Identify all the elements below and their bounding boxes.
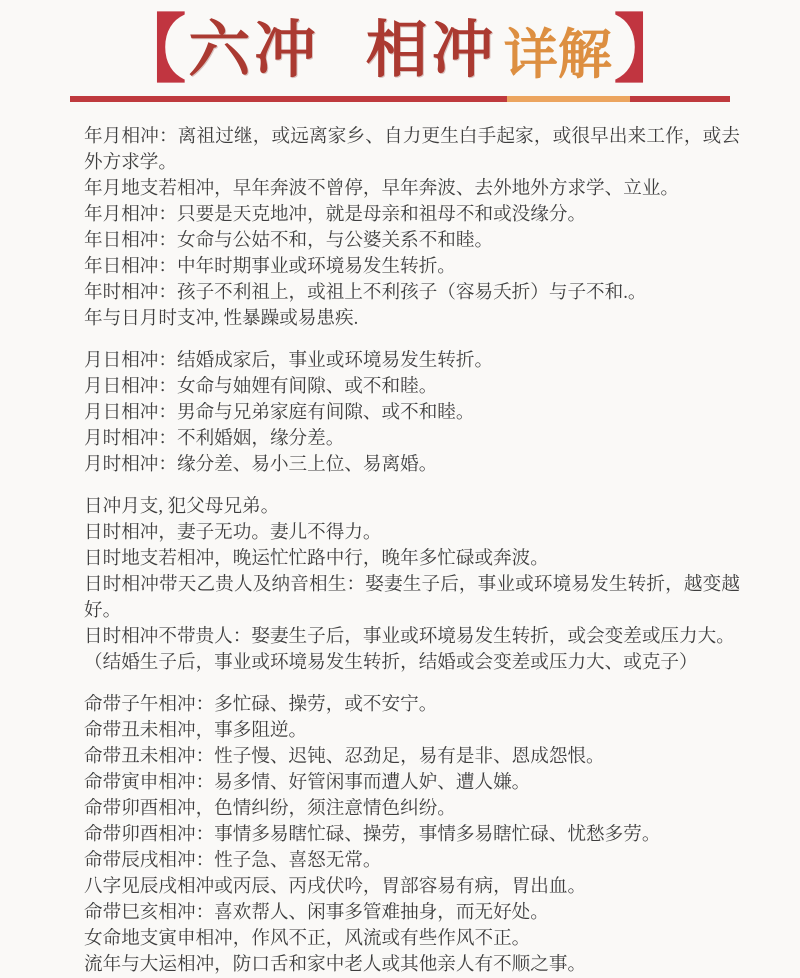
text-line: 年月相冲：只要是天克地冲，就是母亲和祖母不和或没缘分。 <box>84 204 587 225</box>
text-line: 年与日月时支冲, 性暴躁或易患疾. <box>84 308 359 329</box>
text-line: 女命地支寅申相冲，作风不正，风流或有些作风不正。 <box>84 928 531 949</box>
text-line: 命带寅申相冲：易多情、好管闲事而遭人妒、遭人嫌。 <box>84 772 531 793</box>
underline-red-segment-left <box>70 96 507 102</box>
title-bracket-left: 【 <box>112 10 187 92</box>
text-line: 日冲月支, 犯父母兄弟。 <box>84 496 280 517</box>
text-line: 命带卯酉相冲：事情多易瞎忙碌、操劳，事情多易瞎忙碌、忧愁多劳。 <box>84 824 661 845</box>
title-main-text: 六冲 相冲 <box>188 17 498 85</box>
text-line: 日时相冲不带贵人：娶妻生子后，事业或环境易发生转折，或会变差或压力大。 <box>84 626 735 647</box>
text-line: 命带子午相冲：多忙碌、操劳，或不安宁。 <box>84 694 438 715</box>
title-bracket-right: 】 <box>613 10 688 92</box>
section-year-clashes <box>84 124 740 332</box>
text-line: 年月地支若相冲，早年奔波不曾停，早年奔波、去外地外方求学、立业。 <box>84 178 680 199</box>
text-line: 月时相冲：不利婚姻，缘分差。 <box>84 428 345 449</box>
text-line: 年日相冲：中年时期事业或环境易发生转折。 <box>84 256 456 277</box>
text-line: 年月相冲：离祖过继，或远离家乡、自力更生白手起家，或很早出来工作，或去外方求学。 <box>84 126 740 173</box>
document-body <box>84 124 740 978</box>
text-line: 年时相冲：孩子不利祖上，或祖上不利孩子（容易夭折）与子不和.。 <box>84 282 647 303</box>
text-line: 月时相冲：缘分差、易小三上位、易离婚。 <box>84 454 438 475</box>
text-line: 命带丑未相冲：性子慢、迟钝、忍劲足，易有是非、恩成怨恨。 <box>84 746 605 767</box>
underline-orange-segment <box>507 96 630 102</box>
text-line: 八字见辰戌相冲或丙辰、丙戌伏吟，胃部容易有病，胃出血。 <box>84 876 587 897</box>
text-line: 月日相冲：女命与妯娌有间隙、或不和睦。 <box>84 376 438 397</box>
text-line: 日时地支若相冲，晚运忙忙路中行，晚年多忙碌或奔波。 <box>84 548 549 569</box>
text-line: 命带辰戌相冲：性子急、喜怒无常。 <box>84 850 382 871</box>
text-line: 命带丑未相冲，事多阻逆。 <box>84 720 308 741</box>
title-underline <box>70 96 730 102</box>
text-line: （结婚生子后，事业或环境易发生转折，结婚或会变差或压力大、或克子） <box>84 652 698 673</box>
text-line: 日时相冲带天乙贵人及纳音相生：娶妻生子后，事业或环境易发生转折，越变越好。 <box>84 574 740 621</box>
section-destiny-clashes <box>84 692 740 978</box>
title-line <box>0 10 800 92</box>
text-line: 月日相冲：男命与兄弟家庭有间隙、或不和睦。 <box>84 402 475 423</box>
text-line: 年日相冲：女命与公姑不和，与公婆关系不和睦。 <box>84 230 494 251</box>
section-day-clashes <box>84 494 740 676</box>
underline-red-segment-right <box>630 96 730 102</box>
text-line: 命带卯酉相冲，色情纠纷，须注意情色纠纷。 <box>84 798 456 819</box>
text-line: 流年与大运相冲，防口舌和家中老人或其他亲人有不顺之事。 <box>84 954 587 975</box>
section-month-clashes <box>84 348 740 478</box>
title-highlight-text: 详解 <box>503 25 612 85</box>
text-line: 命带巳亥相冲：喜欢帮人、闲事多管难抽身，而无好处。 <box>84 902 549 923</box>
text-line: 月日相冲：结婚成家后，事业或环境易发生转折。 <box>84 350 494 371</box>
text-line: 日时相冲，妻子无功。妻儿不得力。 <box>84 522 382 543</box>
page-title <box>0 0 800 102</box>
